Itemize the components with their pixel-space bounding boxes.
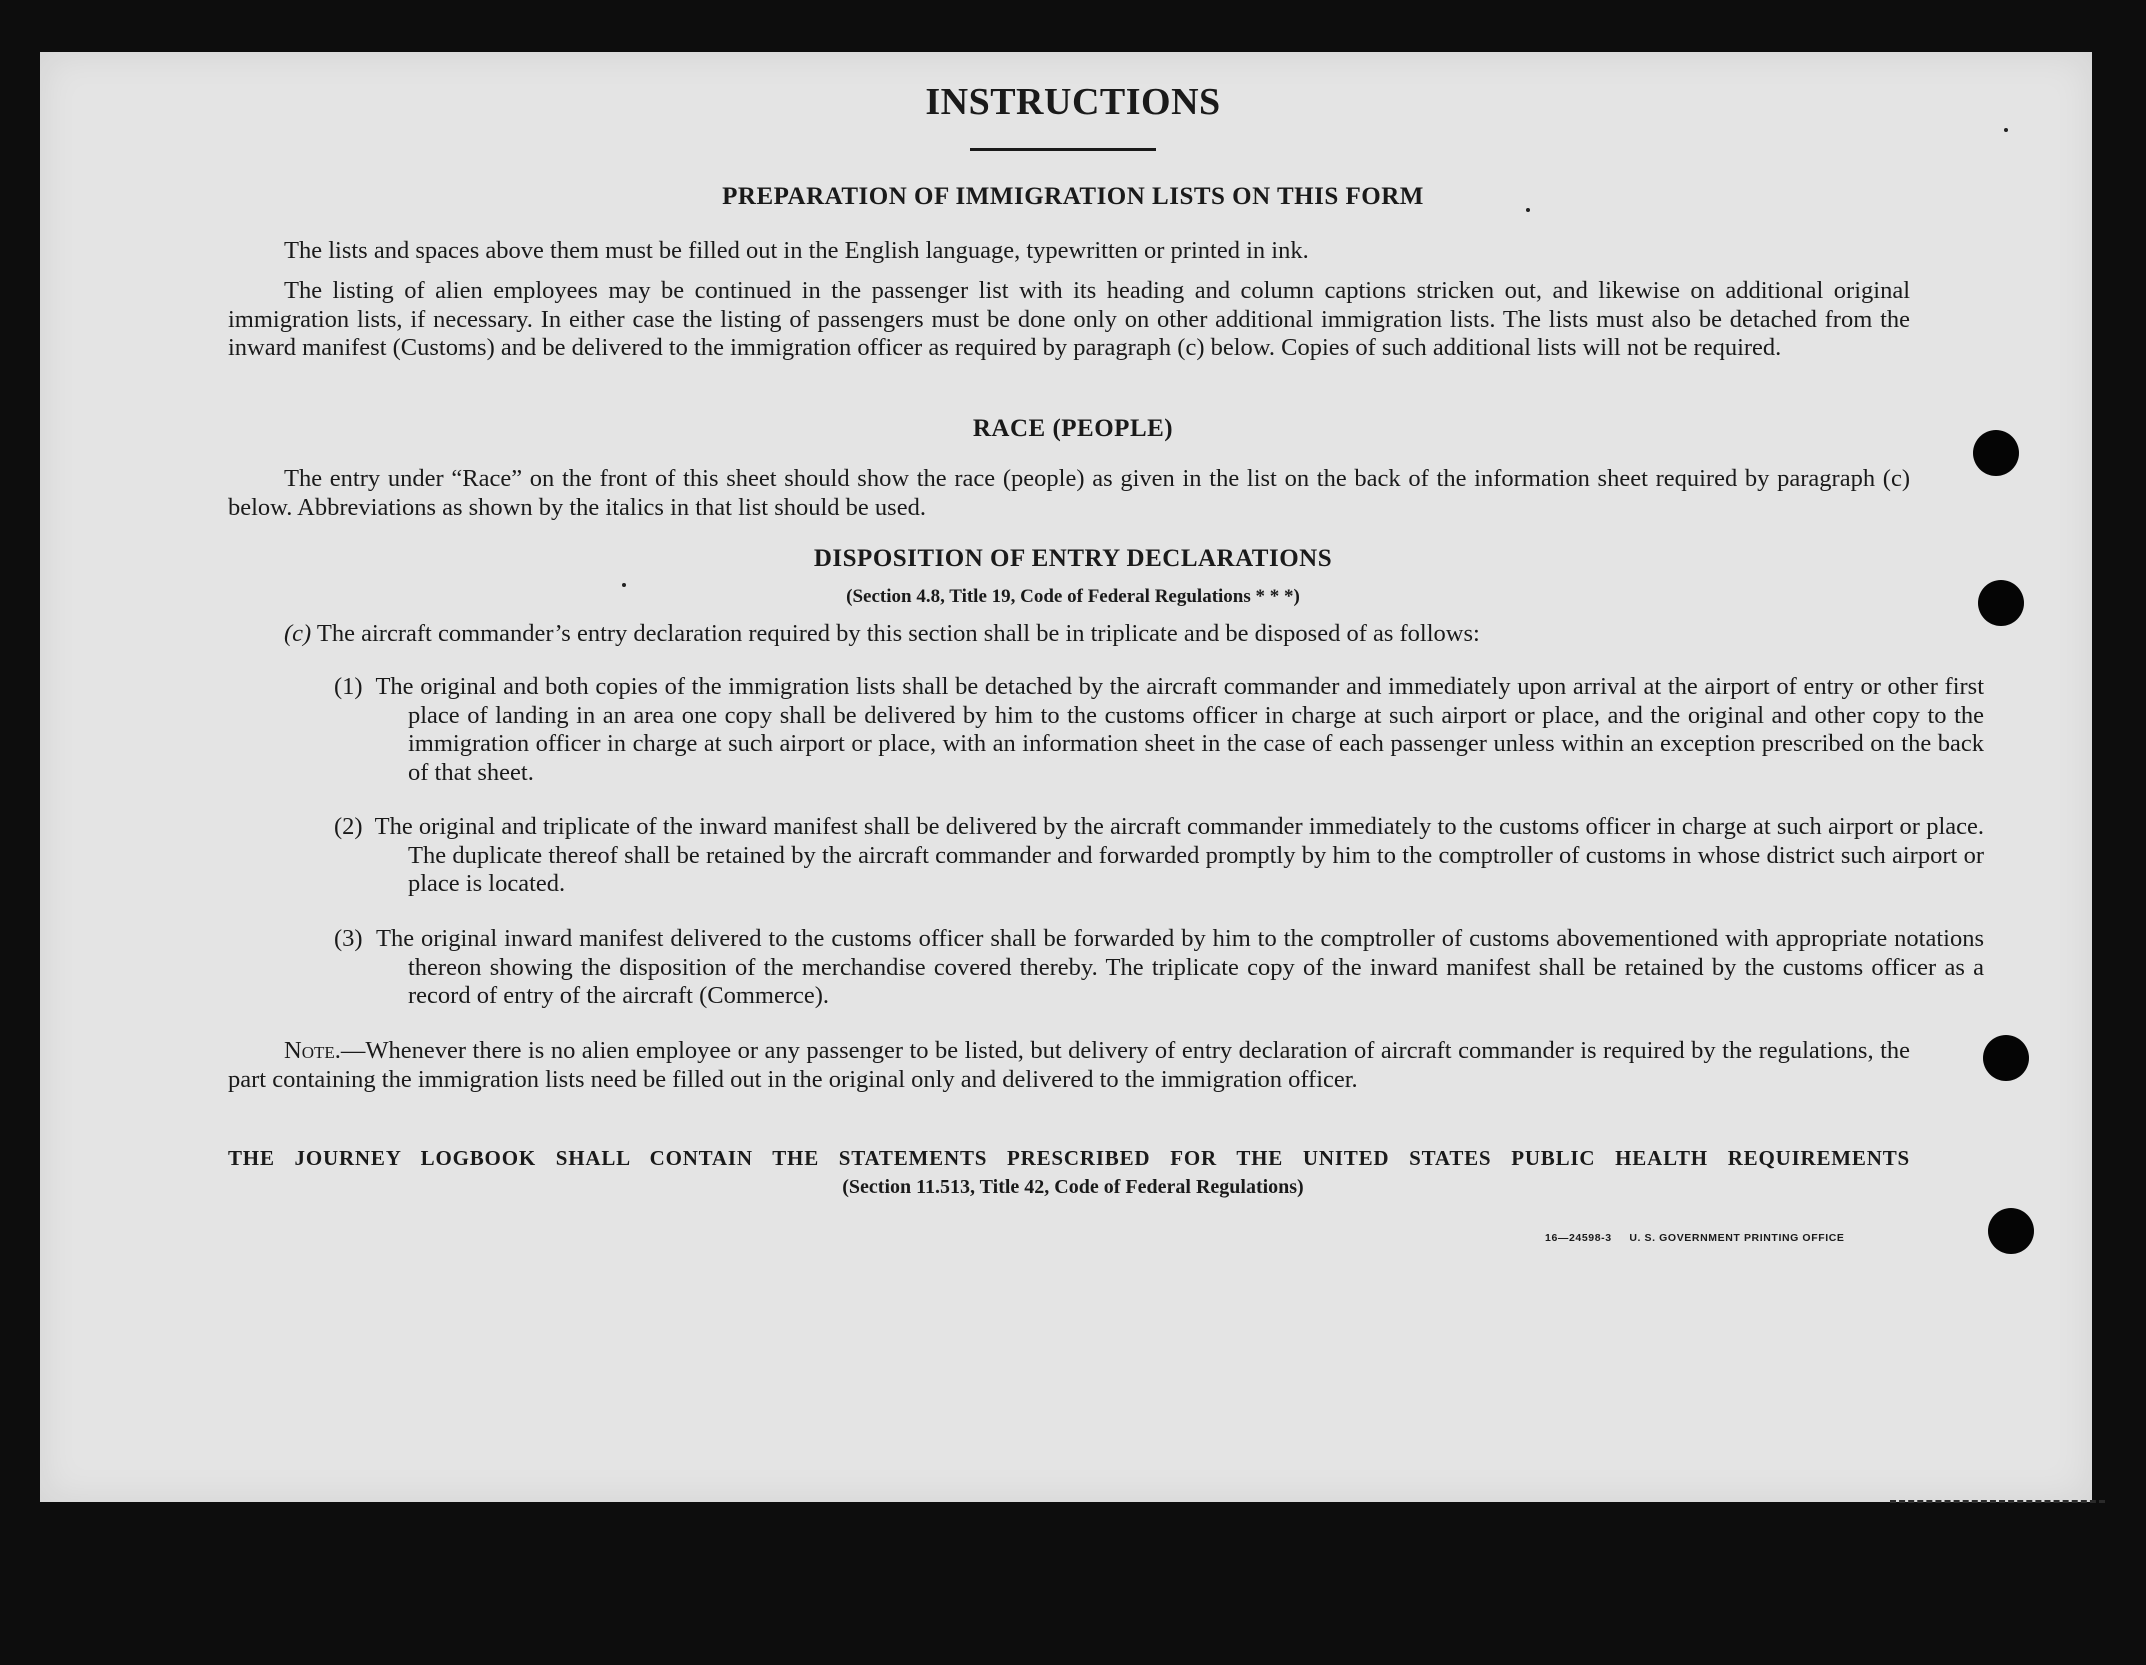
disposition-citation: (Section 4.8, Title 19, Code of Federal Regulations * * *) xyxy=(846,586,1300,607)
note-paragraph xyxy=(228,1037,1910,1094)
disposition-item-1 xyxy=(334,673,1984,787)
race-paragraph: The entry under “Race” on the front of this sheet should show the race (people) as given in the list on the back of the information sheet required by paragraph (c) below. Abbreviations as shown by the italics in that list should be used. xyxy=(228,465,1910,521)
item-marker: (2) xyxy=(334,813,363,840)
item-text: The original and both copies of the immigration lists shall be detached by the aircraft commander and immediately upon arrival at the airport of entry or other first place of landing in an area one copy shall be delivered by him to the customs officer in charge at such airport or place, and the original and other copy to the immigration officer in charge at such airport or place, with an information sheet in the case of each passenger unless within an exception prescribed on the back of that sheet. xyxy=(375,673,1985,786)
punch-hole xyxy=(1983,1035,2029,1081)
logbook-statement: THE JOURNEY LOGBOOK SHALL CONTAIN THE STATEMENTS PRESCRIBED FOR THE UNITED STATES PUBLIC HEALTH REQUIREMENTS xyxy=(228,1146,1910,1170)
note-text: —Whenever there is no alien employee or any passenger to be listed, but delivery of entry declaration of aircraft commander is required by the regulations, the part containing the immigration lists need be filled out in the original only and delivered to the immigration officer. xyxy=(228,1037,1910,1093)
preparation-paragraph-1: The lists and spaces above them must be filled out in the English language, typewritten or printed in ink. xyxy=(284,237,1309,264)
section-heading-preparation: PREPARATION OF IMMIGRATION LISTS ON THIS FORM xyxy=(722,183,1424,210)
print-imprint xyxy=(1545,1232,1845,1244)
preparation-paragraph-2: The listing of alien employees may be continued in the passenger list with its heading and column captions stricken out, and likewise on additional original immigration lists, if necessary. In either case the listing of passengers must be done only on other additional immigration lists. The lists must also be detached from the inward manifest (Customs) and be delivered to the immigration officer as required by paragraph (c) below. Copies of such additional lists will not be required. xyxy=(228,277,1910,361)
scan-speck xyxy=(2004,128,2008,132)
item-marker: (3) xyxy=(334,925,363,952)
logbook-citation: (Section 11.513, Title 42, Code of Federal Regulations) xyxy=(842,1176,1304,1198)
clause-text: The aircraft commander’s entry declaration required by this section shall be in triplicate and be disposed of as follows: xyxy=(316,620,1480,647)
title-underline xyxy=(970,148,1156,151)
disposition-clause xyxy=(284,620,1910,649)
item-text: The original inward manifest delivered to the customs officer shall be forwarded by him to the comptroller of customs abovementioned with appropriate notations thereon showing the disposition of the merchandise covered thereby. The triplicate copy of the inward manifest shall be retained by the customs officer as a record of entry of the aircraft (Commerce). xyxy=(376,925,1984,1009)
note-label: Note. xyxy=(284,1037,341,1064)
perforated-edge xyxy=(1890,1500,2105,1515)
disposition-item-3 xyxy=(334,925,1984,1011)
disposition-item-2 xyxy=(334,813,1984,899)
punch-hole xyxy=(1988,1208,2034,1254)
clause-marker: (c) xyxy=(284,620,312,647)
section-heading-disposition: DISPOSITION OF ENTRY DECLARATIONS xyxy=(813,545,1333,572)
printer-name: U. S. GOVERNMENT PRINTING OFFICE xyxy=(1629,1232,1845,1244)
form-code: 16—24598-3 xyxy=(1545,1232,1612,1244)
item-marker: (1) xyxy=(334,673,363,700)
page-title: INSTRUCTIONS xyxy=(925,81,1221,123)
item-text: The original and triplicate of the inward manifest shall be delivered by the aircraft commander immediately to the customs officer in charge at such airport or place. The duplicate thereof shall be retained by the aircraft commander and forwarded promptly by him to the comptroller of customs in whose district such airport or place is located. xyxy=(374,813,1985,897)
section-heading-race: RACE (PEOPLE) xyxy=(972,415,1174,442)
